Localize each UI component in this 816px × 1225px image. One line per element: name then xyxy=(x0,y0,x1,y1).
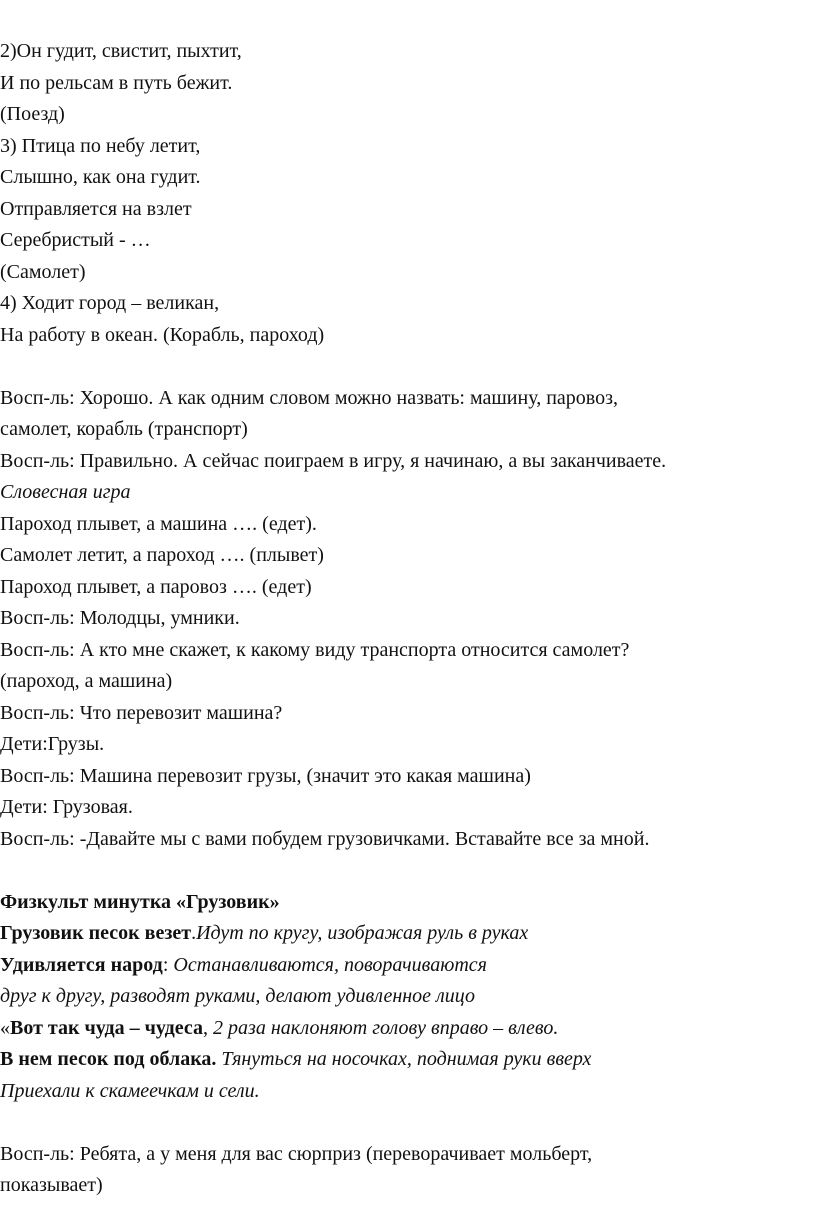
instruction-text: Останавливаются, поворачиваются xyxy=(173,953,487,976)
dialogue-line: Восп-ль: Ребята, а у меня для вас сюрприз (переворачивает мольберт, xyxy=(0,1142,593,1165)
instruction-text: Приехали к скамеечкам и сели. xyxy=(0,1079,260,1102)
blank-line xyxy=(0,1107,806,1139)
riddle-3-line-1: 3) Птица по небу летит, xyxy=(0,134,201,157)
riddle-4-line-1: 4) Ходит город – великан, xyxy=(0,292,220,314)
exercise-line xyxy=(0,950,806,982)
dialogue-line: Восп-ль: Машина перевозит грузы, (значит это какая машина) xyxy=(0,764,531,787)
riddles-section xyxy=(0,36,806,351)
instruction-text: Идут по кругу, изображая руль в руках xyxy=(196,922,529,944)
exercise-line xyxy=(0,1013,806,1045)
punctuation: . xyxy=(191,922,197,944)
dialogue-line: Дети: Грузовая. xyxy=(0,796,133,818)
verse-text: В нем песок под облака. xyxy=(0,1048,217,1070)
riddle-3-answer: (Самолет) xyxy=(0,260,86,283)
closing-section xyxy=(0,1139,806,1202)
dialogue-line: показывает) xyxy=(0,1174,103,1196)
dialogue-line: Восп-ль: Что перевозит машина? xyxy=(0,701,283,724)
dialogue-line: Восп-ль: Хорошо. А как одним словом можно назвать: машину, паровоз, xyxy=(0,386,618,409)
riddle-4-line-2: На работу в океан. (Корабль, пароход) xyxy=(0,323,325,346)
instruction-text: друг к другу, разводят руками, делают удивленное лицо xyxy=(0,985,475,1007)
word-game-heading: Словесная игра xyxy=(0,481,131,503)
blank-line xyxy=(0,351,806,383)
dialogue-line: (пароход, а машина) xyxy=(0,670,173,692)
instruction-text: 2 раза наклоняют голову вправо – влево. xyxy=(213,1016,559,1039)
dialogue-line: самолет, корабль (транспорт) xyxy=(0,418,248,440)
dialogue-line: Дети:Грузы. xyxy=(0,733,105,755)
exercise-line xyxy=(0,1044,806,1076)
punctuation: : xyxy=(162,953,174,976)
exercise-line xyxy=(0,918,806,950)
blank-line xyxy=(0,855,806,887)
riddle-3-line-4: Серебристый - … xyxy=(0,229,151,251)
riddle-3-line-2: Слышно, как она гудит. xyxy=(0,166,201,188)
riddle-2-answer: (Поезд) xyxy=(0,103,65,125)
riddle-3-line-3: Отправляется на взлет xyxy=(0,197,192,220)
riddle-2-line-2: И по рельсам в путь бежит. xyxy=(0,71,233,94)
riddle-2-line-1: 2)Он гудит, свистит, пыхтит, xyxy=(0,40,242,62)
dialogue-section xyxy=(0,383,806,856)
dialogue-line: Восп-ль: Правильно. А сейчас поиграем в игру, я начинаю, а вы заканчиваете. xyxy=(0,449,667,472)
dialogue-line: Пароход плывет, а паровоз …. (едет) xyxy=(0,575,312,598)
dialogue-line: Восп-ль: -Давайте мы с вами побудем грузовичками. Вставайте все за мной. xyxy=(0,827,650,850)
instruction-text: Тянуться на носочках, поднимая руки вверх xyxy=(221,1048,592,1070)
punctuation: « xyxy=(0,1016,10,1039)
punctuation: , xyxy=(203,1016,214,1039)
dialogue-line: Восп-ль: Молодцы, умники. xyxy=(0,607,240,629)
verse-text: Удивляется народ xyxy=(0,953,163,976)
exercise-title: Физкульт минутка «Грузовик» xyxy=(0,890,280,913)
verse-text: Вот так чуда – чудеса xyxy=(10,1016,204,1039)
dialogue-line: Восп-ль: А кто мне скажет, к какому виду транспорта относится самолет? xyxy=(0,638,630,661)
dialogue-line: Самолет летит, а пароход …. (плывет) xyxy=(0,544,324,566)
dialogue-line: Пароход плывет, а машина …. (едет). xyxy=(0,512,317,535)
verse-text: Грузовик песок везет xyxy=(0,922,192,944)
exercise-section xyxy=(0,887,806,1108)
